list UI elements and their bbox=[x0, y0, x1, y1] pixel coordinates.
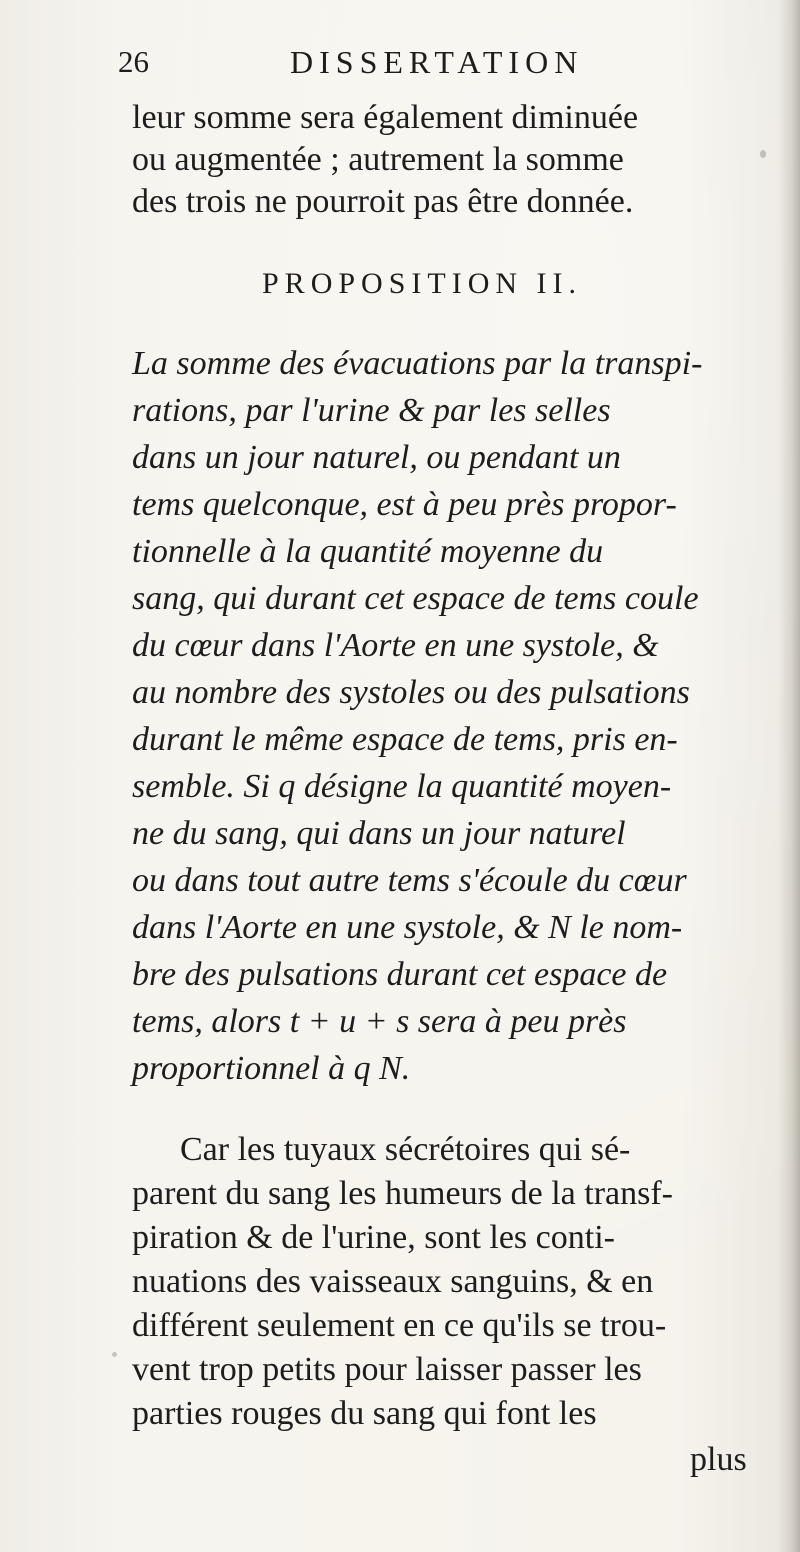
proposition-line: ou dans tout autre tems s'écoule du cœur bbox=[132, 862, 687, 899]
proposition-line: bre des pulsations durant cet espace de bbox=[132, 956, 668, 993]
proposition-line: tems, alors t + u + s sera à peu près bbox=[132, 1003, 627, 1040]
proposition-line: dans l'Aorte en une systole, & N le nom- bbox=[132, 909, 683, 946]
page-number: 26 bbox=[118, 44, 149, 79]
running-head: DISSERTATION bbox=[290, 44, 584, 80]
proposition-line: durant le même espace de tems, pris en- bbox=[132, 721, 678, 758]
proposition-line: semble. Si q désigne la quantité moyen- bbox=[132, 768, 672, 805]
proposition-line: La somme des évacuations par la transpi- bbox=[132, 345, 703, 382]
text-line: parent du sang les humeurs de la transf- bbox=[132, 1175, 673, 1212]
text-line: différent seulement en ce qu'ils se trou- bbox=[132, 1307, 667, 1344]
proposition-line: dans un jour naturel, ou pendant un bbox=[132, 439, 621, 476]
paper-speck bbox=[152, 640, 156, 644]
text-line: piration & de l'urine, sont les conti- bbox=[132, 1219, 615, 1256]
proposition-line: proportionnel à q N. bbox=[132, 1050, 411, 1087]
page-edge-shadow bbox=[778, 0, 800, 1552]
proposition-line: tionnelle à la quantité moyenne du bbox=[132, 533, 604, 570]
paper-speck bbox=[760, 150, 766, 158]
proposition-line: tems quelconque, est à peu près propor- bbox=[132, 486, 677, 523]
paper-speck bbox=[112, 1352, 117, 1357]
proposition-line: rations, par l'urine & par les selles bbox=[132, 392, 611, 429]
proposition-line: ne du sang, qui dans un jour naturel bbox=[132, 815, 626, 852]
text-line: des trois ne pourroit pas être donnée. bbox=[132, 183, 634, 220]
proposition-line: au nombre des systoles ou des pulsations bbox=[132, 674, 690, 711]
proposition-heading: PROPOSITION II. bbox=[262, 267, 583, 300]
text-line: nuations des vaisseaux sanguins, & en bbox=[132, 1263, 654, 1300]
text-line: vent trop petits pour laisser passer les bbox=[132, 1351, 642, 1388]
text-line: ou augmentée ; autrement la somme bbox=[132, 141, 624, 178]
proposition-line: sang, qui durant cet espace de tems coule bbox=[132, 580, 699, 617]
text-line: parties rouges du sang qui font les bbox=[132, 1395, 597, 1432]
page-header bbox=[118, 44, 738, 88]
text-line: Car les tuyaux sécrétoires qui sé- bbox=[180, 1131, 631, 1168]
text-line: leur somme sera également diminuée bbox=[132, 99, 639, 136]
proposition-line: du cœur dans l'Aorte en une systole, & bbox=[132, 627, 659, 664]
catchword: plus bbox=[690, 1441, 747, 1478]
